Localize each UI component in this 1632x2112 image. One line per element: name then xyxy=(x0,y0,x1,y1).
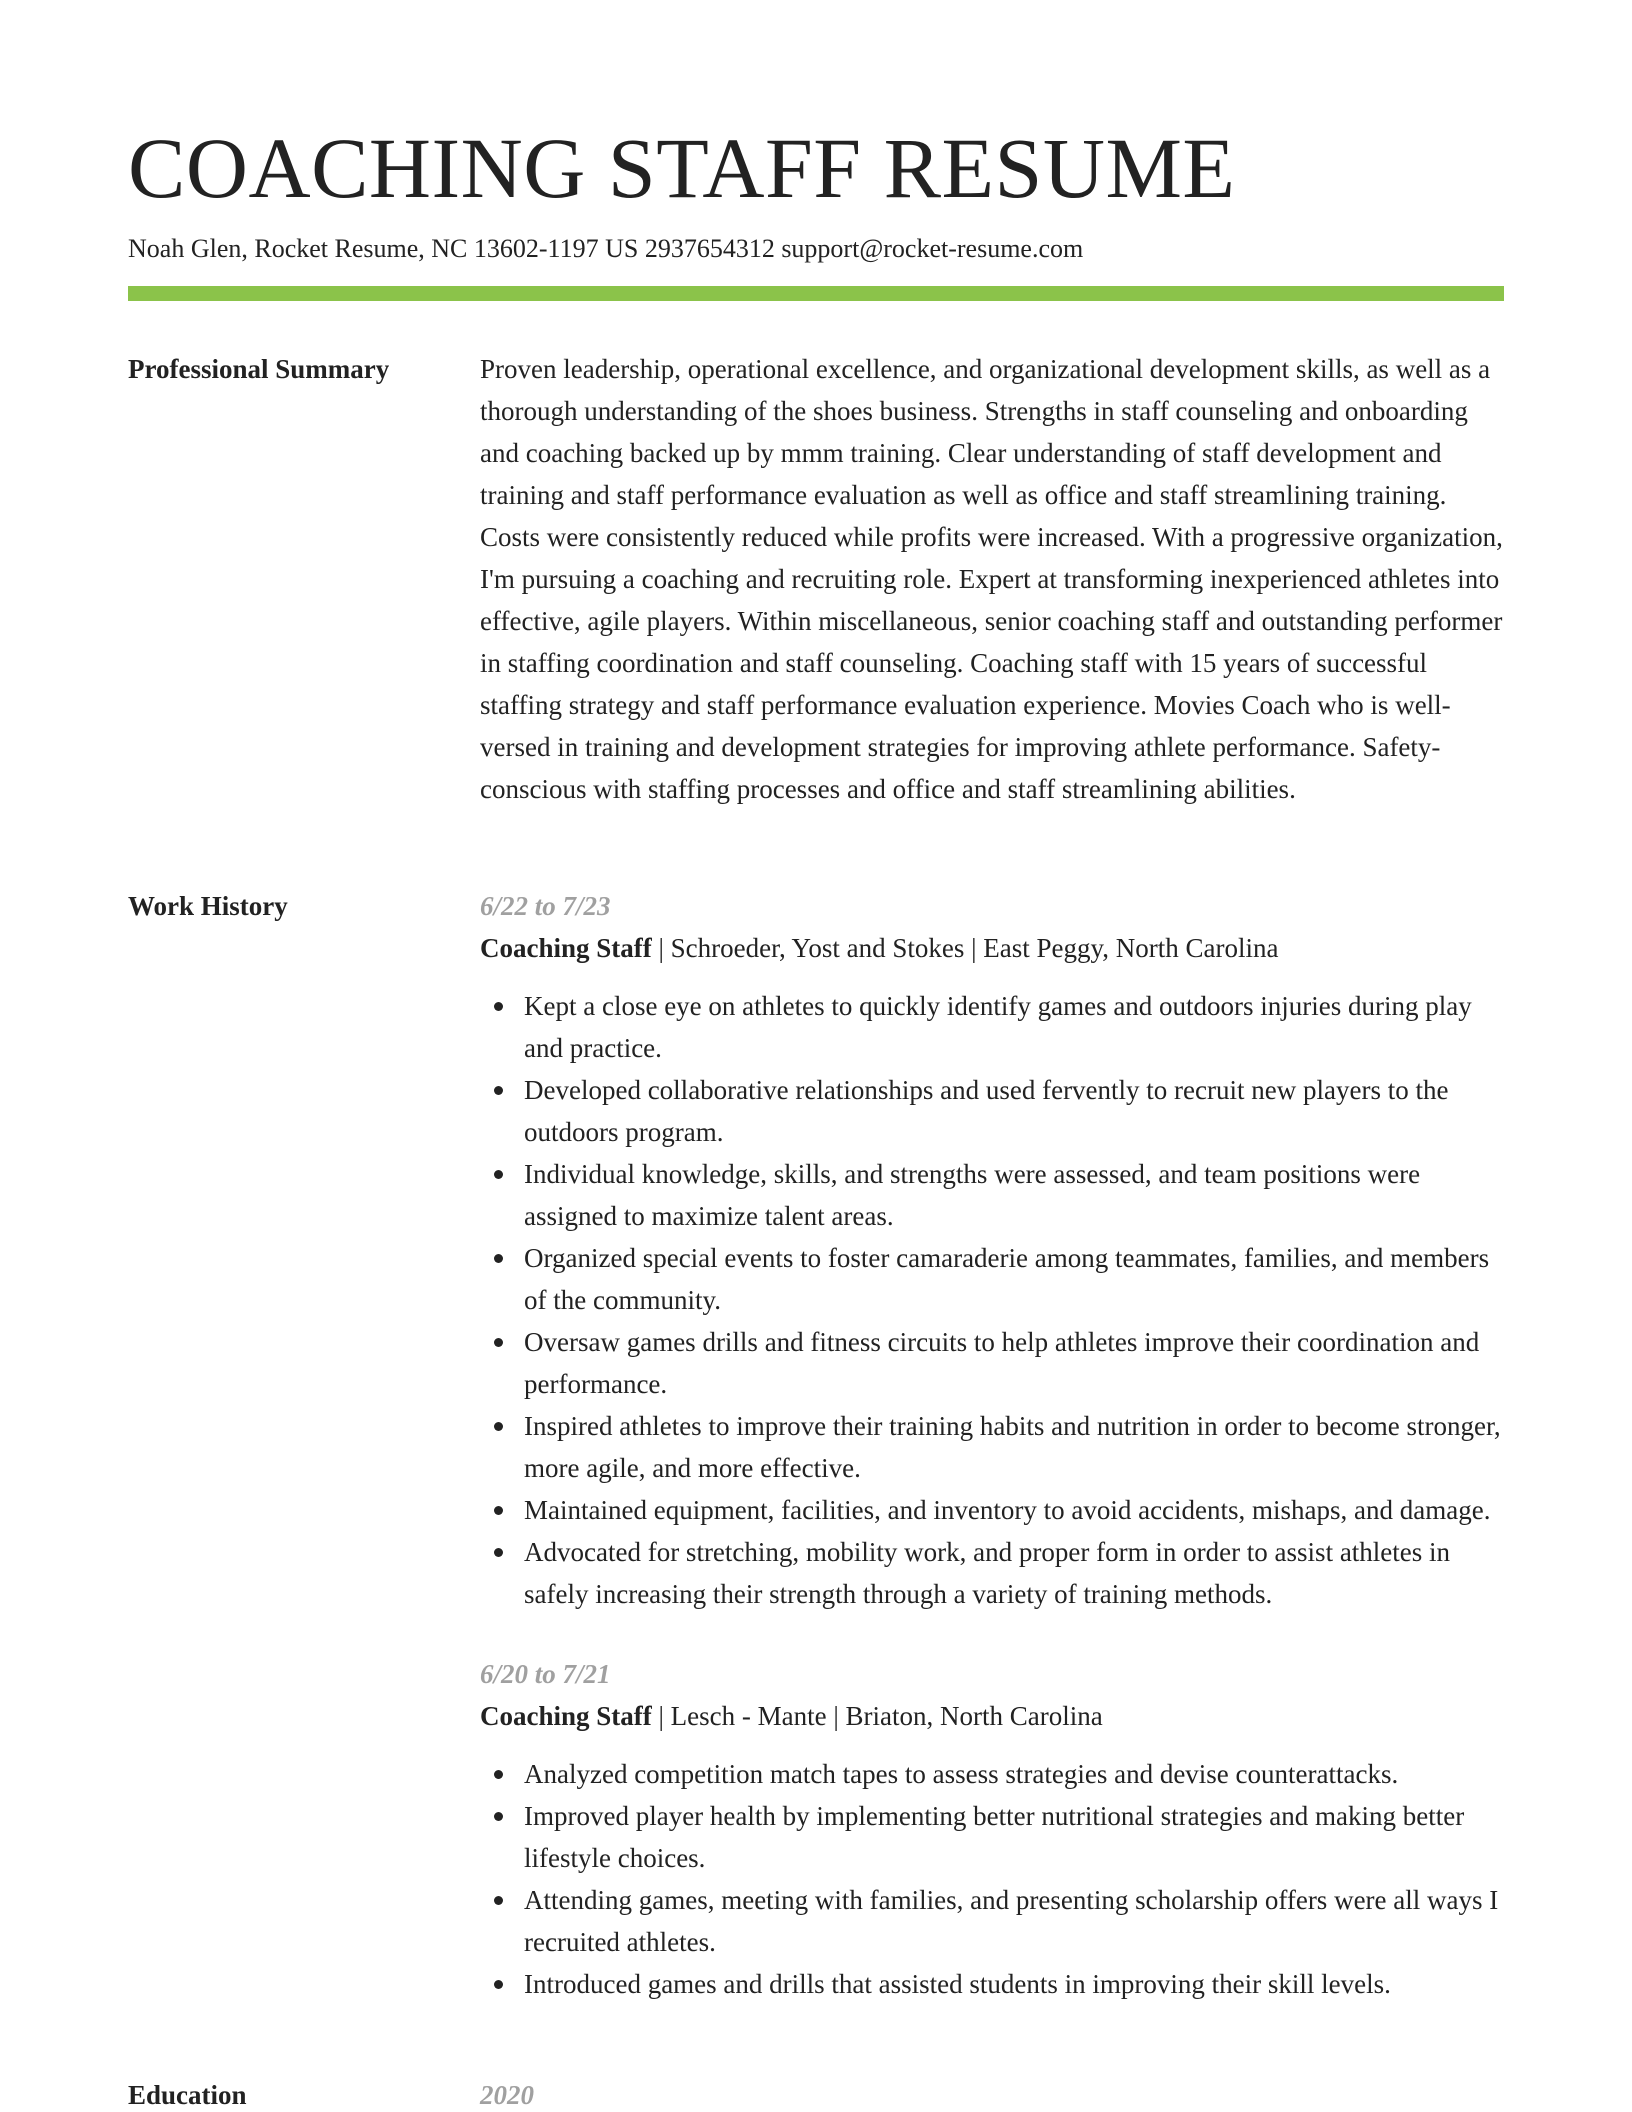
job-bullet-list xyxy=(480,1753,1504,2005)
bullet-icon xyxy=(494,1002,503,1011)
accent-divider xyxy=(128,286,1504,301)
summary-text: Proven leadership, operational excellence, and organizational development skills, as well as a thorough understanding of the shoes business. Strengths in staff counseling and onboarding and coaching backed up by mmm training. Clear understanding of staff development and training and staff performance evaluation as well as office and staff streamlining training. Costs were consistently reduced while profits were increased. With a progressive organization, I'm pursuing a coaching and recruiting role. Expert at transforming inexperienced athletes into effective, agile players. Within miscellaneous, senior coaching staff and outstanding performer in staffing coordination and staff counseling. Coaching staff with 15 years of successful staffing strategy and staff performance evaluation experience. Movies Coach who is well-versed in training and development strategies for improving athlete performance. Safety-conscious with staffing processes and office and staff streamlining abilities. xyxy=(480,354,1503,804)
summary-body xyxy=(480,348,1504,810)
education-section xyxy=(128,2074,1504,2112)
bullet-text: Advocated for stretching, mobility work, and proper form in order to assist athletes in safely increasing their strength through a variety of training methods. xyxy=(524,1537,1451,1609)
job-details: | Schroeder, Yost and Stokes | East Peggy, North Carolina xyxy=(651,933,1279,963)
list-item xyxy=(480,1237,1504,1321)
job-title: Coaching Staff xyxy=(480,1701,652,1731)
bullet-icon xyxy=(494,1548,503,1557)
bullet-icon xyxy=(494,1422,503,1431)
list-item xyxy=(480,1069,1504,1153)
list-item xyxy=(480,1489,1504,1531)
list-item xyxy=(480,1153,1504,1237)
list-item xyxy=(480,1963,1504,2005)
job-entry xyxy=(480,1653,1504,2005)
bullet-text: Attending games, meeting with families, and presenting scholarship offers were all ways I recruited athletes. xyxy=(524,1885,1499,1957)
bullet-text: Improved player health by implementing better nutritional strategies and making better lifestyle choices. xyxy=(524,1801,1465,1873)
bullet-text: Individual knowledge, skills, and strengths were assessed, and team positions were assigned to maximize talent areas. xyxy=(524,1159,1421,1231)
list-item xyxy=(480,1405,1504,1489)
job-details: | Lesch - Mante | Briaton, North Carolina xyxy=(651,1701,1103,1731)
bullet-icon xyxy=(494,1770,503,1779)
job-heading xyxy=(480,927,1504,969)
job-bullet-list xyxy=(480,985,1504,1615)
bullet-text: Kept a close eye on athletes to quickly identify games and outdoors injuries during play and practice. xyxy=(524,991,1472,1063)
bullet-text: Developed collaborative relationships and used fervently to recruit new players to the outdoors program. xyxy=(524,1075,1449,1147)
bullet-text: Organized special events to foster camaraderie among teammates, families, and members of the community. xyxy=(524,1243,1490,1315)
resume-title: COACHING STAFF RESUME xyxy=(128,120,1236,216)
bullet-icon xyxy=(494,1086,503,1095)
bullet-icon xyxy=(494,1812,503,1821)
list-item xyxy=(480,1321,1504,1405)
bullet-text: Inspired athletes to improve their training habits and nutrition in order to become stronger, more agile, and more effective. xyxy=(524,1411,1501,1483)
bullet-text: Maintained equipment, facilities, and inventory to avoid accidents, mishaps, and damage. xyxy=(524,1495,1491,1525)
bullet-icon xyxy=(494,1896,503,1905)
bullet-icon xyxy=(494,1980,503,1989)
job-dates: 6/20 to 7/21 xyxy=(480,1659,611,1689)
job-heading xyxy=(480,1695,1504,1737)
education-label: Education xyxy=(128,2080,247,2110)
bullet-icon xyxy=(494,1506,503,1515)
work-history-label: Work History xyxy=(128,891,288,921)
bullet-text: Oversaw games drills and fitness circuits to help athletes improve their coordination and performance. xyxy=(524,1327,1480,1399)
bullet-icon xyxy=(494,1170,503,1179)
job-title: Coaching Staff xyxy=(480,933,652,963)
bullet-icon xyxy=(494,1254,503,1263)
list-item xyxy=(480,1753,1504,1795)
bullet-icon xyxy=(494,1338,503,1347)
list-item xyxy=(480,1795,1504,1879)
job-dates: 6/22 to 7/23 xyxy=(480,891,611,921)
bullet-text: Introduced games and drills that assisted students in improving their skill levels. xyxy=(524,1969,1391,1999)
education-body xyxy=(480,2074,1504,2112)
list-item xyxy=(480,1531,1504,1615)
bullet-text: Analyzed competition match tapes to assess strategies and devise counterattacks. xyxy=(524,1759,1399,1789)
contact-line: Noah Glen, Rocket Resume, NC 13602-1197 US 2937654312 support@rocket-resume.com xyxy=(128,234,1084,263)
work-history-section xyxy=(128,885,1504,2045)
summary-label: Professional Summary xyxy=(128,354,390,384)
list-item xyxy=(480,1879,1504,1963)
education-year: 2020 xyxy=(480,2080,534,2110)
work-history-body xyxy=(480,885,1504,2043)
job-entry xyxy=(480,885,1504,1615)
summary-section xyxy=(128,348,1504,848)
list-item xyxy=(480,985,1504,1069)
